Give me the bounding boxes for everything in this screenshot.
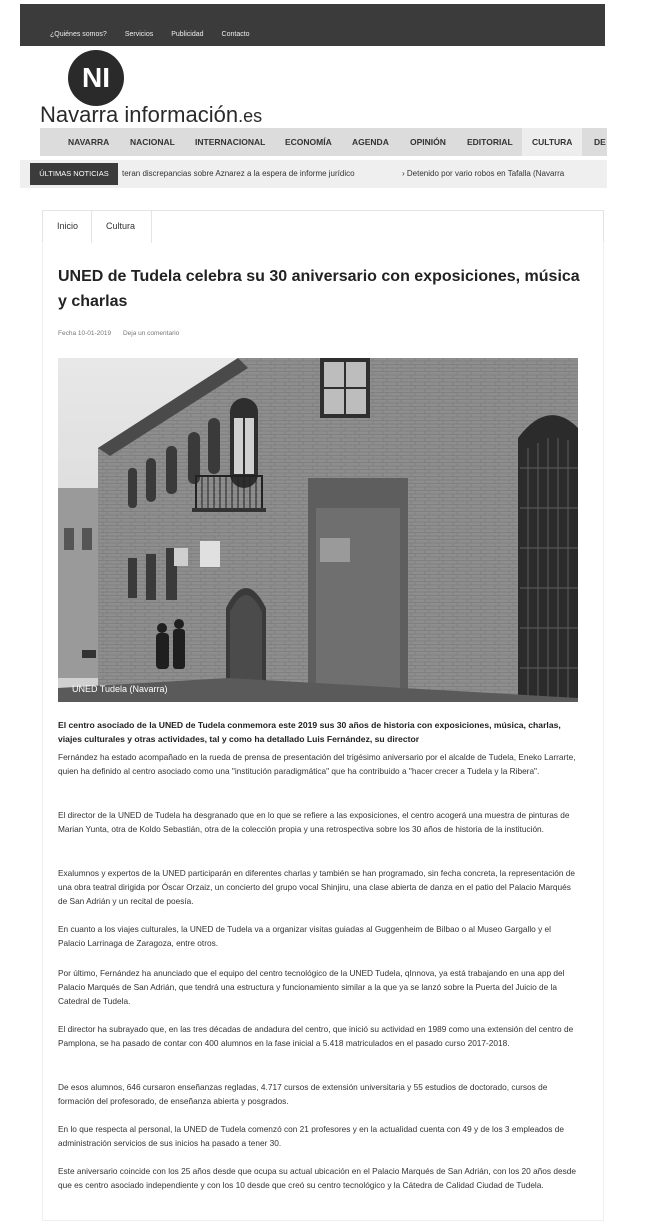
article-paragraph: Exalumnos y expertos de la UNED participarán en diferentes charlas y también se han programado, sin fecha concreta, la representación de una obra teatral dirigida por Óscar Orzaiz, un concierto del grupo vocal Shinjiru, una clase abierta de danza en el patio del Palacio Marqués de San Adrián y un recital de poesía. — [58, 868, 575, 906]
ticker-item[interactable]: teran discrepancias sobre Aznarez a la espera de informe jurídico — [122, 169, 355, 178]
logo-mark: NI — [68, 50, 124, 106]
logo-name — [40, 102, 262, 128]
nav-item-more[interactable]: DE — [594, 137, 606, 147]
site-logo[interactable] — [40, 50, 270, 130]
top-bar — [20, 4, 605, 46]
nav-item-agenda[interactable]: AGENDA — [352, 137, 389, 147]
ticker-item-text: Detenido por vario robos en Tafalla (Navarra — [406, 169, 565, 178]
nav-item-editorial[interactable]: EDITORIAL — [467, 137, 513, 147]
breadcrumb-home[interactable]: Inicio — [57, 221, 79, 231]
top-link-contact[interactable]: Contacto — [221, 31, 250, 38]
ticker-item[interactable] — [402, 160, 564, 188]
article-meta — [58, 330, 189, 337]
logo-tld: .es — [238, 106, 263, 126]
breadcrumb — [42, 210, 604, 243]
logo-name-text: Navarra información — [40, 102, 239, 127]
article-paragraph: El director de la UNED de Tudela ha desgranado que en lo que se refiere a las exposiciones, el centro acogerá una muestra de pinturas de Marian Yunta, otra de Koldo Sebastián, otra de la colección propia y una retrospectiva sobre los 30 años de historia de la institución. — [58, 810, 570, 834]
nav-item-opinion[interactable]: OPINIÓN — [410, 137, 446, 147]
top-link-advertising[interactable]: Publicidad — [171, 31, 204, 38]
photo-caption: UNED Tudela (Navarra) — [72, 684, 168, 694]
comment-link[interactable]: Deja un comentario — [122, 330, 180, 337]
breadcrumb-cultura[interactable]: Cultura — [106, 221, 136, 231]
article-paragraph: Fernández ha estado acompañado en la rueda de prensa de presentación del trigésimo aniversario por el alcalde de Tudela, Eneko Larrarte, quien ha definido al centro asociado como una "institución paradigmática" que ha contribuido a "hacer crecer a Tudela y la Ribera". — [58, 752, 576, 776]
article-paragraph: El director ha subrayado que, en las tres décadas de andadura del centro, que inició su actividad en 1989 como una extensión del centro de Pamplona, se ha pasado de contar con 400 alumnos en la fase inicial a 5.418 matriculados en el pasado curso 2017-2018. — [58, 1024, 574, 1048]
article-paragraph: Por último, Fernández ha anunciado que el equipo del centro tecnológico de la UNED Tudela, qInnova, ya está trabajando en una app del Palacio Marqués de San Adrián, que tendrá una estructura y funcionamiento similar a la que ya se lanzó sobre la Puerta del Juicio de la Catedral de Tudela. — [58, 968, 565, 1006]
building-photo-illustration — [58, 358, 578, 702]
article-title: UNED de Tudela celebra su 30 aniversario con exposiciones, música y charlas — [58, 268, 580, 310]
ticker-label: ÚLTIMAS NOTICIAS — [30, 163, 118, 185]
nav-item-navarra[interactable]: NAVARRA — [68, 137, 110, 147]
breadcrumb-separator — [91, 211, 92, 243]
article-lead: El centro asociado de la UNED de Tudela conmemora este 2019 sus 30 años de historia con exposiciones, música, charlas, viajes culturales y otras actividades, tal y como ha detallado Luis Fernández, su director — [58, 720, 561, 744]
nav-item-economia[interactable]: ECONOMÍA — [285, 137, 332, 147]
top-links — [50, 31, 250, 38]
top-link-services[interactable]: Servicios — [124, 31, 154, 38]
breadcrumb-separator — [151, 211, 152, 243]
nav-item-cultura[interactable]: CULTURA — [522, 128, 582, 156]
main-nav — [40, 128, 607, 156]
nav-item-internacional[interactable]: INTERNACIONAL — [195, 137, 266, 147]
article-paragraph: En lo que respecta al personal, la UNED de Tudela comenzó con 21 profesores y en la actualidad cuenta con 49 y de los 3 empleados de administración servicios de sus inicios ha pasado a tener 30. — [58, 1124, 564, 1148]
chevron-right-icon: › — [402, 169, 405, 178]
article-paragraph: En cuanto a los viajes culturales, la UNED de Tudela va a organizar visitas guiadas al Guggenheim de Bilbao o al Museo Gargallo y el Palacio Larrinaga de Zaragoza, entre otros. — [58, 924, 552, 948]
article-paragraph: De esos alumnos, 646 cursaron enseñanzas regladas, 4.717 cursos de extensión universitaria y 55 estudios de doctorado, cursos de formación del profesorado, de enseñanza abierta y posgrados. — [58, 1082, 548, 1106]
nav-item-nacional[interactable]: NACIONAL — [130, 137, 175, 147]
news-ticker — [20, 160, 607, 188]
article-date: Fecha 10-01-2019 — [58, 330, 112, 337]
article-paragraph: Este aniversario coincide con los 25 años desde que ocupa su actual ubicación en el Palacio Marqués de San Adrián, con los 20 años desde que es centro asociado independiente y con los 10 desde que creó su centro tecnológico y la Cátedra de Calidad Ciudad de Tudela. — [58, 1166, 576, 1190]
top-link-about[interactable]: ¿Quiénes somos? — [50, 31, 107, 38]
article-photo — [58, 358, 578, 702]
